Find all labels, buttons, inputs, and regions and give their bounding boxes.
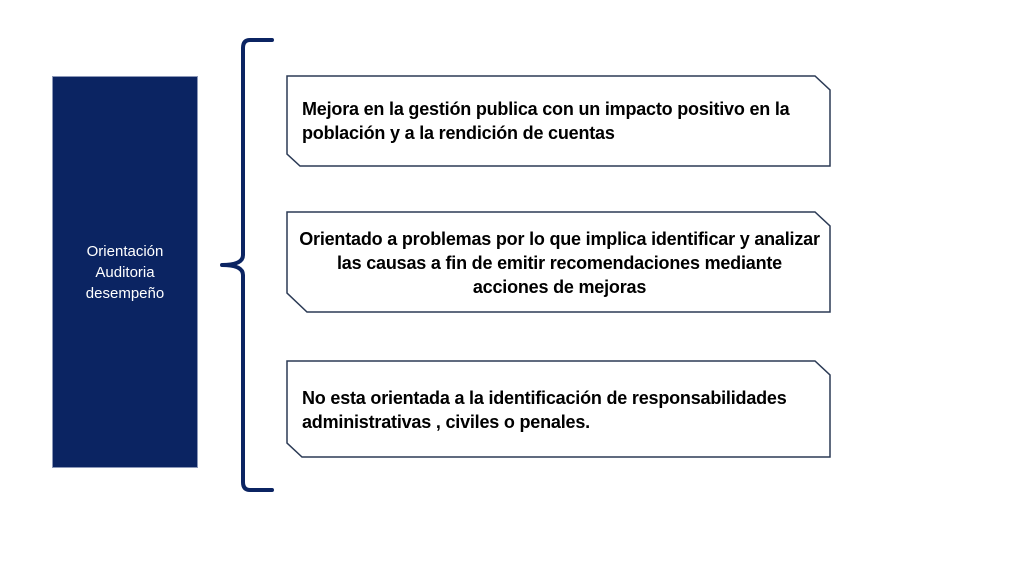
card-problems [287,212,830,312]
card-text: Mejora en la gestión publica con un impacto positivo en la población y a la rendición de cuentas [302,99,790,143]
orientation-label: Orientación Auditoria desempeño [85,242,165,302]
card-text: No esta orientada a la identificación de responsabilidades administrativas , civiles o penales. [302,388,787,432]
orientation-box [52,76,198,468]
card-responsibilities [287,361,830,457]
card-text: Orientado a problemas por lo que implica identificar y analizar las causas a fin de emitir recomendaciones mediante acciones de mejoras [299,229,820,297]
card-impact [287,76,830,166]
